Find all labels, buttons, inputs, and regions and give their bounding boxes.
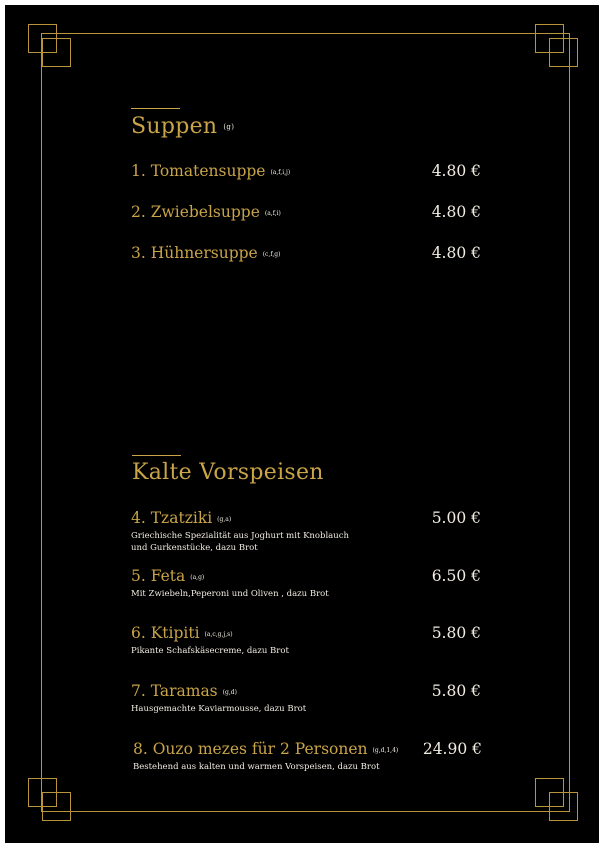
item-price: 24.90 € <box>422 740 482 758</box>
item-description: Griechische Spezialität aus Joghurt mit Knoblauch <box>131 531 349 541</box>
item-price: 5.80 € <box>431 682 481 700</box>
menu-item <box>131 162 481 180</box>
item-allergens: (g,d) <box>222 688 237 696</box>
section-title-suppen: Suppen (g) <box>131 114 235 139</box>
item-price: 5.80 € <box>431 624 481 642</box>
menu-item <box>131 624 481 657</box>
item-name: 8. Ouzo mezes für 2 Personen <box>133 740 368 758</box>
item-name: 3. Hühnersuppe <box>131 244 258 262</box>
menu-item <box>133 740 482 773</box>
item-allergens: (a,f,i) <box>264 209 281 217</box>
item-price: 4.80 € <box>431 244 481 262</box>
item-allergens: (g,a) <box>217 515 232 523</box>
item-name: 1. Tomatensuppe <box>131 162 266 180</box>
item-description: Mit Zwiebeln,Peperoni und Oliven , dazu Brot <box>131 589 329 599</box>
menu-item <box>131 203 481 221</box>
item-description: und Gurkenstücke, dazu Brot <box>131 543 258 553</box>
item-allergens: (a,g) <box>190 573 205 581</box>
item-price: 5.00 € <box>431 509 481 527</box>
item-price: 4.80 € <box>431 203 481 221</box>
item-description: Hausgemachte Kaviarmousse, dazu Brot <box>131 704 307 714</box>
corner-ornament-bottom-left <box>28 778 72 822</box>
item-name: 7. Taramas <box>131 682 218 700</box>
item-price: 4.80 € <box>431 162 481 180</box>
item-name: 2. Zwiebelsuppe <box>131 203 260 221</box>
corner-ornament-bottom-right <box>535 778 579 822</box>
menu-page <box>5 5 599 843</box>
menu-item <box>131 682 481 715</box>
menu-item <box>131 509 481 554</box>
menu-item <box>131 244 481 262</box>
menu-item <box>131 567 481 600</box>
section-rule-suppen <box>131 108 180 109</box>
corner-ornament-top-left <box>28 24 72 68</box>
item-name: 6. Ktipiti <box>131 624 200 642</box>
item-name: 4. Tzatziki <box>131 509 213 527</box>
item-allergens: (a,c,g,j,s) <box>204 630 233 638</box>
item-allergens: (g,d,1,4) <box>372 746 399 754</box>
item-description: Pikante Schafskäsecreme, dazu Brot <box>131 646 289 656</box>
item-allergens: (a,f,i,j) <box>270 168 291 176</box>
item-allergens: (c,f,g) <box>262 250 281 258</box>
corner-ornament-top-right <box>535 24 579 68</box>
section-rule-kalte-vorspeisen <box>132 455 181 456</box>
item-price: 6.50 € <box>431 567 481 585</box>
section-title-kalte-vorspeisen: Kalte Vorspeisen <box>132 460 324 485</box>
item-name: 5. Feta <box>131 567 186 585</box>
item-description: Bestehend aus kalten und warmen Vorspeisen, dazu Brot <box>133 762 380 772</box>
